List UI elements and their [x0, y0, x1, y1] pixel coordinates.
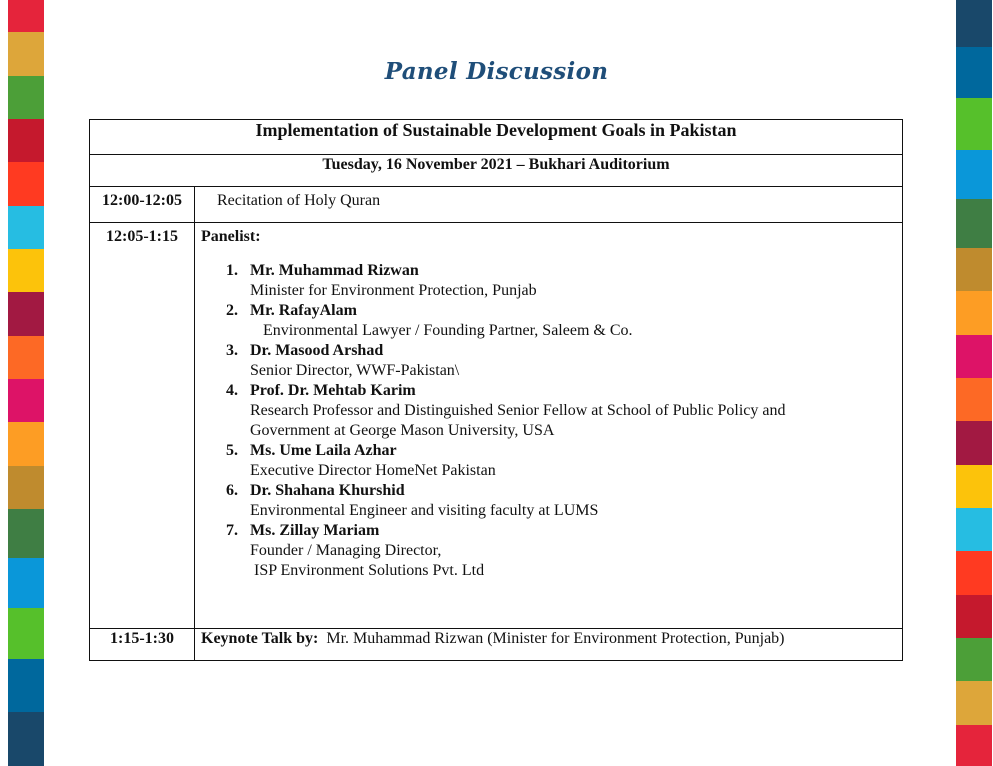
list-item [226, 521, 902, 581]
list-number: 6. [226, 482, 238, 499]
stripe-segment [956, 638, 992, 681]
list-item [226, 441, 902, 481]
list-number: 3. [226, 342, 238, 359]
right-color-stripe [956, 0, 992, 766]
panelist-role: Environmental Lawyer / Founding Partner, Saleem & Co. [263, 322, 633, 339]
panelist-name: Dr. Shahana Khurshid [250, 482, 405, 499]
panelist-role: Minister for Environment Protection, Punjab [250, 282, 537, 299]
time-cell: 12:00-12:05 [90, 187, 195, 223]
panelist-name: Ms. Zillay Mariam [250, 522, 380, 539]
list-number: 4. [226, 382, 238, 399]
panelist-organization: ISP Environment Solutions Pvt. Ltd [254, 562, 485, 579]
panelist-role: Senior Director, WWF-Pakistan\ [250, 362, 460, 379]
panelist-role: Environmental Engineer and visiting faculty at LUMS [250, 502, 599, 519]
list-number: 7. [226, 522, 238, 539]
session-cell: Recitation of Holy Quran [195, 187, 903, 223]
stripe-segment [8, 162, 44, 205]
stripe-segment [956, 551, 992, 594]
stripe-segment [956, 98, 992, 149]
stripe-segment [956, 421, 992, 464]
stripe-segment [956, 291, 992, 334]
panelist-role: Founder / Managing Director, [250, 542, 442, 559]
panelist-name: Dr. Masood Arshad [250, 342, 384, 359]
stripe-segment [8, 509, 44, 558]
stripe-segment [956, 725, 992, 766]
panelist-list [201, 261, 902, 581]
stripe-segment [8, 558, 44, 607]
stripe-segment [8, 336, 44, 379]
panelist-label: Panelist: [201, 228, 261, 245]
table-row [90, 120, 903, 155]
stripe-segment [8, 422, 44, 465]
list-item [226, 301, 902, 341]
panelist-role: Executive Director HomeNet Pakistan [250, 462, 496, 479]
list-item [226, 481, 902, 521]
list-item [226, 341, 902, 381]
stripe-segment [8, 466, 44, 509]
panelist-name: Mr. RafayAlam [250, 302, 357, 319]
keynote-cell [195, 629, 903, 661]
stripe-segment [8, 0, 44, 32]
table-row [90, 629, 903, 661]
schedule-table [89, 119, 903, 661]
list-number: 2. [226, 302, 238, 319]
list-item [226, 381, 902, 441]
list-item [226, 261, 902, 301]
table-row [90, 155, 903, 187]
keynote-label: Keynote Talk by: [201, 630, 319, 647]
stripe-segment [8, 119, 44, 162]
stripe-segment [8, 659, 44, 712]
stripe-segment [8, 712, 44, 766]
stripe-segment [8, 206, 44, 249]
panelist-name: Ms. Ume Laila Azhar [250, 442, 397, 459]
panelist-name: Mr. Muhammad Rizwan [250, 262, 419, 279]
stripe-segment [8, 379, 44, 422]
table-row [90, 187, 903, 223]
left-color-stripe [8, 0, 44, 766]
event-title: Implementation of Sustainable Development Goals in Pakistan [90, 120, 903, 155]
stripe-segment [956, 335, 992, 378]
table-row [90, 223, 903, 629]
page-title: Panel Discussion [384, 58, 609, 85]
time-cell: 1:15-1:30 [90, 629, 195, 661]
keynote-speaker: Mr. Muhammad Rizwan (Minister for Environment Protection, Punjab) [326, 630, 785, 647]
time-cell: 12:05-1:15 [90, 223, 195, 629]
stripe-segment [956, 595, 992, 638]
stripe-segment [8, 292, 44, 335]
stripe-segment [8, 608, 44, 659]
stripe-segment [956, 248, 992, 291]
stripe-segment [8, 249, 44, 292]
list-number: 5. [226, 442, 238, 459]
list-number: 1. [226, 262, 238, 279]
event-date: Tuesday, 16 November 2021 – Bukhari Auditorium [90, 155, 903, 187]
stripe-segment [956, 150, 992, 199]
stripe-segment [956, 508, 992, 551]
stripe-segment [956, 681, 992, 724]
panel-cell [195, 223, 903, 629]
stripe-segment [956, 465, 992, 508]
stripe-segment [956, 378, 992, 421]
stripe-segment [956, 199, 992, 248]
panelist-role: Research Professor and Distinguished Senior Fellow at School of Public Policy and Government at George Mason University, USA [250, 402, 786, 439]
stripe-segment [956, 0, 992, 47]
panelist-name: Prof. Dr. Mehtab Karim [250, 382, 416, 399]
